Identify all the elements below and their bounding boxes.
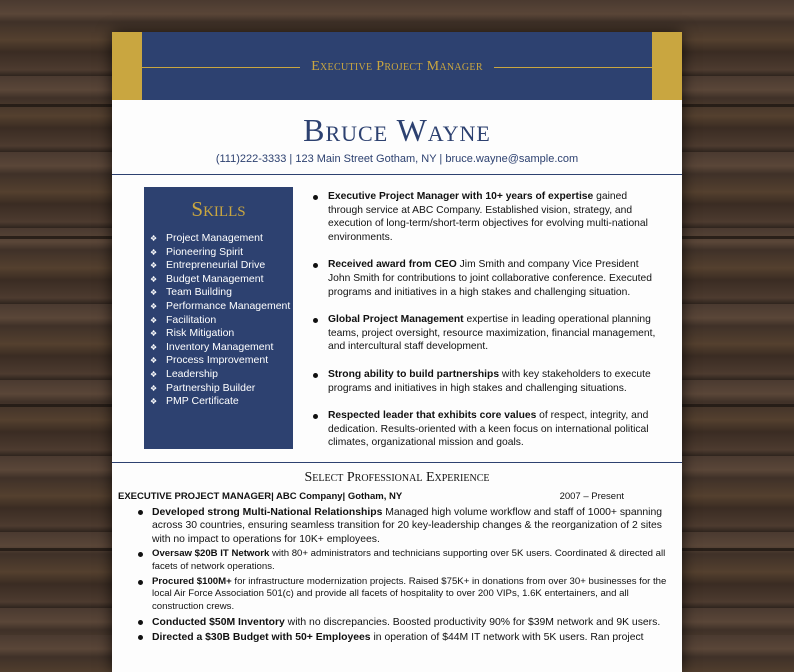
skill-label: Inventory Management: [166, 340, 274, 353]
bullet-lead: Procured $100M+: [152, 575, 232, 587]
skill-label: Process Improvement: [166, 354, 269, 367]
bullet-item: [312, 368, 662, 395]
skill-item: [150, 286, 293, 300]
bullet-lead: Developed strong Multi-National Relationships: [152, 507, 383, 518]
skill-item: [150, 382, 293, 396]
skill-label: Risk Mitigation: [166, 327, 235, 340]
experience-heading: Select Professional Experience: [304, 470, 490, 485]
bullet-item: [312, 258, 662, 299]
bullet-text: Jim Smith and company Vice President John Smith for contributions to joint collaborative conference. Executed programs and initiatives in a high stakes and challenging situation.: [328, 259, 652, 298]
bullet-item: [312, 409, 662, 450]
skills-list: [150, 232, 293, 409]
diamond-bullet-icon: ❖: [150, 369, 158, 379]
contact-line: (111)222-3333 | 123 Main Street Gotham, NY | bruce.wayne@sample.com: [215, 153, 579, 165]
skill-item: [150, 354, 293, 368]
bullet-lead: Respected leader that exhibits core values: [328, 410, 537, 422]
skill-label: Budget Management: [166, 272, 264, 285]
diamond-bullet-icon: ❖: [150, 261, 158, 271]
skill-item: [150, 246, 293, 260]
bullet-text: expertise in leading operational planning teams, project oversight, resource maximization, financial management, and intercultural staff development.: [328, 314, 656, 353]
role-dates: 2007 – Present: [559, 491, 624, 502]
divider: [112, 174, 682, 175]
bullet-text: for infrastructure modernization projects. Raised $75K+ in donations from over 30+ businesses for the local Air Force Association 501(c) and provide all facets of hospitality to over 200 VIPs, 1.6K entertainers, and all construction crews.: [152, 575, 667, 613]
role-line: [118, 491, 624, 502]
bullet-item: [134, 576, 674, 614]
skill-label: Team Building: [166, 286, 232, 299]
skill-item: [150, 368, 293, 382]
diamond-bullet-icon: ❖: [150, 274, 158, 284]
bullet-item: [312, 313, 662, 354]
bullet-lead: Global Project Management: [328, 314, 464, 326]
skill-label: Partnership Builder: [166, 381, 256, 394]
bullet-lead: Strong ability to build partnerships: [328, 368, 500, 380]
bullet-text: with key stakeholders to execute programs and initiatives in high stakes and challenging situations.: [328, 368, 651, 394]
diamond-bullet-icon: ❖: [150, 383, 158, 393]
skill-label: Pioneering Spirit: [166, 245, 244, 258]
diamond-bullet-icon: ❖: [150, 288, 158, 298]
bullet-item: [134, 631, 674, 644]
bullet-text: of respect, integrity, and dedication. Results-oriented with a keen focus on international political climates, organizational mission and goals.: [328, 410, 649, 449]
skill-label: Performance Management: [166, 299, 291, 312]
diamond-bullet-icon: ❖: [150, 315, 158, 325]
bullet-lead: Received award from CEO: [328, 259, 457, 271]
bullet-item: [134, 548, 674, 573]
skill-label: PMP Certificate: [166, 395, 239, 408]
skills-heading: Skills: [191, 197, 246, 221]
diamond-bullet-icon: ❖: [150, 397, 158, 407]
diamond-bullet-icon: ❖: [150, 342, 158, 352]
skill-item: [150, 395, 293, 409]
title-banner: [112, 32, 682, 100]
bullet-item: [134, 506, 674, 546]
summary-list: [312, 190, 662, 464]
skills-panel: [144, 187, 293, 449]
job-title: Executive Project Manager: [311, 59, 483, 74]
candidate-name: Bruce Wayne: [303, 112, 491, 148]
skill-label: Leadership: [166, 367, 218, 380]
bullet-text: Managed high volume workflow and staff of 1000+ spanning across 30 countries, ensuring seamless transition for 20 key-leadership changes & the reorganization of 2 sites with no impact to operations for 10K+ employees.: [152, 507, 663, 545]
skill-item: [150, 273, 293, 287]
bullet-item: [312, 190, 662, 244]
role-title: EXECUTIVE PROJECT MANAGER| ABC Company| Gotham, NY: [118, 491, 403, 502]
diamond-bullet-icon: ❖: [150, 234, 158, 243]
bullet-text: gained through service at ABC Company. Established vision, strategy, and execution of long-term/short-term objectives for evolving multi-national environments.: [328, 191, 648, 243]
skill-item: [150, 259, 293, 273]
bullet-text: with no discrepancies. Boosted productivity 90% for $39M network and 9K users.: [284, 616, 661, 628]
skill-item: [150, 232, 293, 246]
diamond-bullet-icon: ❖: [150, 329, 158, 339]
bullet-lead: Oversaw $20B IT Network: [152, 548, 270, 560]
bullet-item: [134, 616, 674, 629]
resume-page: [112, 32, 682, 672]
diamond-bullet-icon: ❖: [150, 301, 158, 311]
skill-item: [150, 327, 293, 341]
diamond-bullet-icon: ❖: [150, 356, 158, 366]
bullet-lead: Executive Project Manager with 10+ years of expertise: [328, 191, 594, 202]
skill-item: [150, 341, 293, 355]
bullet-lead: Directed a $30B Budget with 50+ Employees: [152, 632, 371, 644]
skill-label: Project Management: [166, 232, 263, 244]
diamond-bullet-icon: ❖: [150, 247, 158, 257]
bullet-text: in operation of $44M IT network with 5K users. Ran project: [370, 632, 644, 644]
skill-item: [150, 300, 293, 314]
skill-item: [150, 314, 293, 328]
experience-list: [134, 506, 674, 647]
divider: [112, 462, 682, 463]
skill-label: Entrepreneurial Drive: [166, 259, 266, 272]
bullet-text: with 80+ administrators and technicians supporting over 5K users. Coordinated & directed all facets of network operations.: [152, 548, 666, 572]
skill-label: Facilitation: [166, 313, 217, 326]
bullet-lead: Conducted $50M Inventory: [152, 616, 285, 628]
